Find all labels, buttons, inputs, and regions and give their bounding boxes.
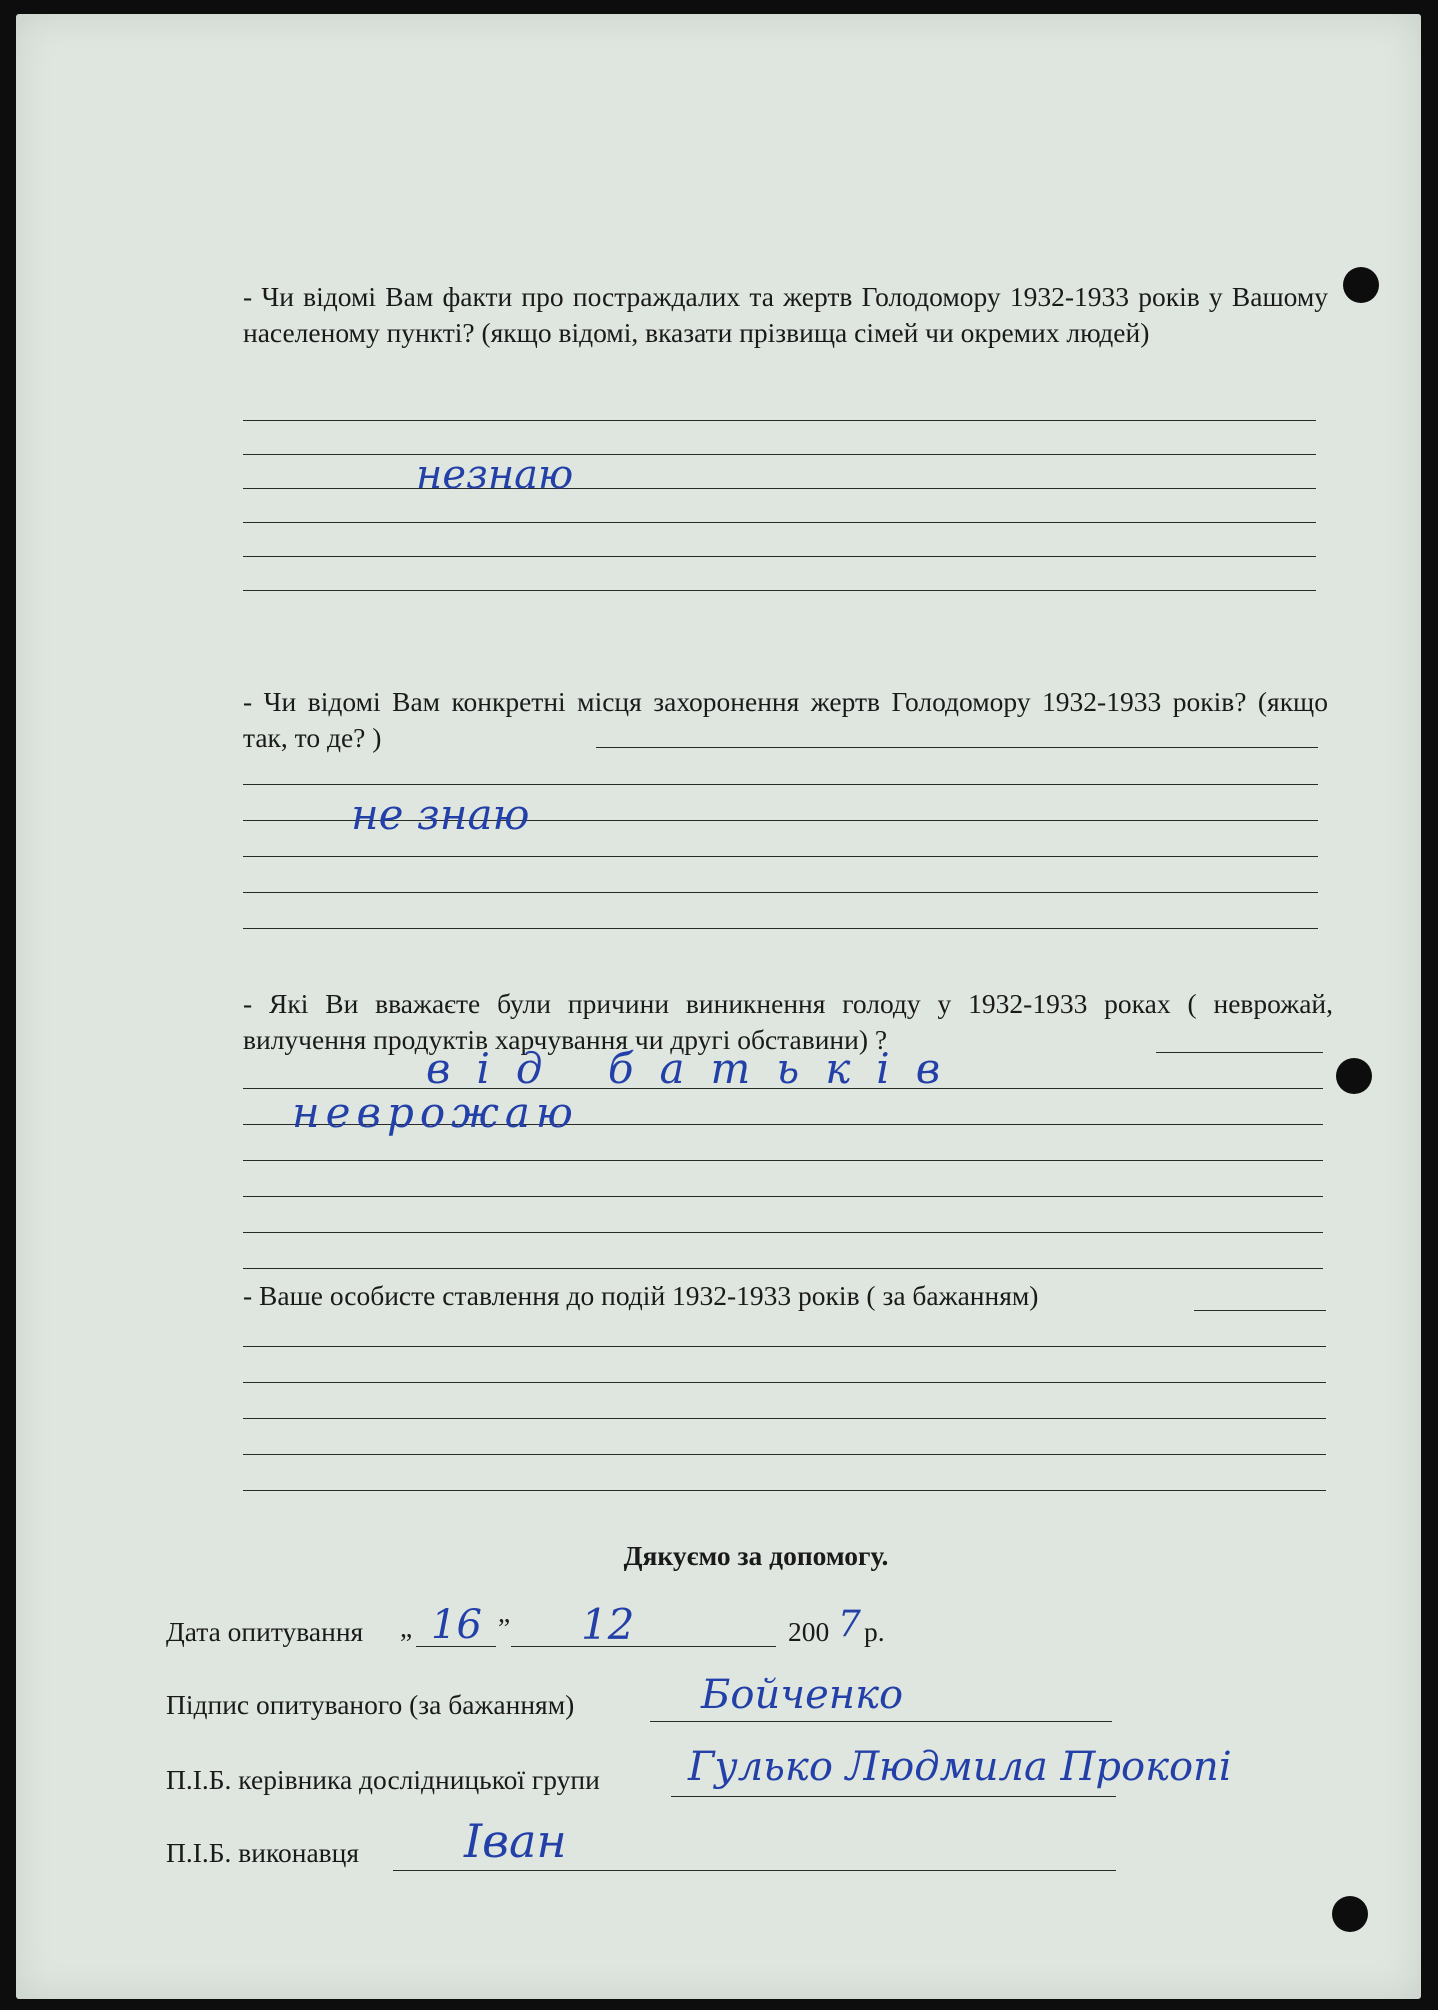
executor-value: Іван xyxy=(464,1814,567,1868)
executor-line xyxy=(393,1870,1116,1871)
answer-line xyxy=(243,1196,1323,1197)
answer-line xyxy=(1194,1310,1326,1311)
signature-label: Підпис опитуваного (за бажанням) xyxy=(166,1689,575,1720)
answer-line xyxy=(243,1160,1323,1161)
question-4-text: - Ваше особисте ставлення до подій 1932-1933 років ( за бажанням) xyxy=(243,1280,1039,1311)
date-year-prefix: 200 xyxy=(788,1616,830,1647)
answer-line xyxy=(243,1382,1326,1383)
signature-value: Бойченко xyxy=(701,1672,904,1718)
answer-line xyxy=(243,522,1316,523)
answer-line xyxy=(243,1232,1323,1233)
answer-line xyxy=(243,454,1316,455)
date-month-line xyxy=(511,1646,776,1647)
answer-line xyxy=(243,1268,1323,1269)
question-2-label: - Чи відомі Вам конкретні місця захоронення жертв Голодомору 1932-1933 років? (якщо так, то де? ) xyxy=(243,686,1328,753)
questionnaire-sheet xyxy=(16,14,1421,1999)
date-label: Дата опитування xyxy=(166,1616,364,1647)
leader-line xyxy=(671,1796,1116,1797)
executor-label: П.І.Б. виконавця xyxy=(166,1837,359,1868)
answer-line xyxy=(243,856,1318,857)
answer-line xyxy=(243,928,1318,929)
answer-line xyxy=(243,784,1318,785)
date-year-digit: 7 xyxy=(838,1604,861,1645)
answer-line xyxy=(243,1490,1326,1491)
date-close-quote: ” xyxy=(498,1612,511,1643)
date-year-suffix: р. xyxy=(864,1616,885,1647)
handwritten-answer-3-line-1: від батьків xyxy=(426,1044,967,1093)
handwritten-answer-3-line-2: неврожаю xyxy=(292,1088,579,1137)
date-day-value: 16 xyxy=(431,1602,482,1648)
handwritten-answer-2: не знаю xyxy=(351,790,530,839)
answer-line xyxy=(243,892,1318,893)
answer-line xyxy=(243,590,1316,591)
answer-line xyxy=(243,420,1316,421)
date-open-quote: „ xyxy=(400,1612,413,1643)
question-3-text: - Які Ви вважаєте були причини виникнення голоду у 1932-1933 роках ( неврожай, вилучення продуктів харчування чи другі обставини) ? xyxy=(243,988,1333,1055)
thanks-heading: Дякуємо за допомогу. xyxy=(623,1540,889,1571)
answer-line xyxy=(243,556,1316,557)
signature-line xyxy=(650,1721,1112,1722)
question-2-text xyxy=(243,684,1333,756)
answer-line xyxy=(243,1454,1326,1455)
answer-line xyxy=(243,488,1316,489)
answer-line xyxy=(596,747,1318,748)
punch-hole-bottom xyxy=(1332,1896,1368,1932)
punch-hole-middle xyxy=(1336,1058,1372,1094)
leader-label: П.І.Б. керівника дослідницької групи xyxy=(166,1764,600,1795)
punch-hole-top xyxy=(1343,267,1379,303)
handwritten-answer-1: незнаю xyxy=(416,452,574,498)
question-1-text: - Чи відомі Вам факти про постраждалих та жертв Голодомору 1932-1933 років у Вашому населеному пункті? (якщо відомі, вказати прізвища сімей чи окремих людей) xyxy=(243,281,1328,348)
answer-line xyxy=(243,1418,1326,1419)
answer-line xyxy=(243,1346,1326,1347)
date-month-value: 12 xyxy=(581,1600,635,1649)
answer-line xyxy=(1156,1052,1323,1053)
leader-value: Гулько Людмила Прокопі xyxy=(688,1744,1232,1790)
